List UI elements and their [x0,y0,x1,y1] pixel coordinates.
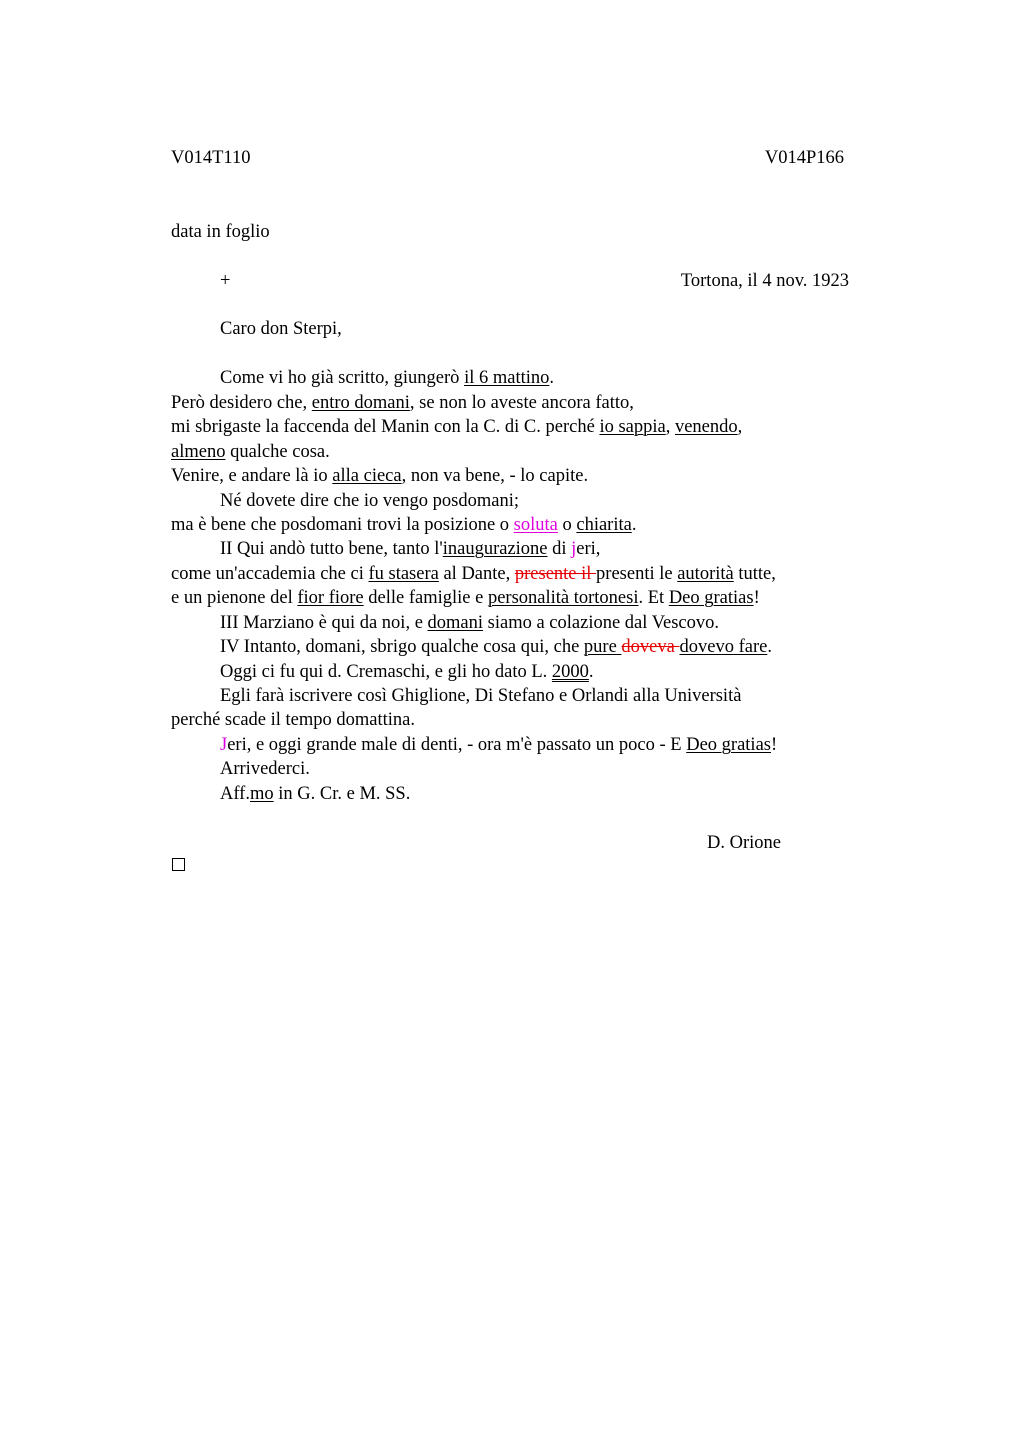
salutation: Caro don Sterpi, [220,319,342,339]
letter-line-1: Come vi ho già scritto, giungerò il 6 mattino. [220,368,554,388]
letter-line-6: Né dovete dire che io vengo posdomani; [220,491,519,511]
letter-line-9: come un'accademia che ci fu stasera al Dante, presente il presenti le autorità tutte, [171,564,776,584]
letter-line-16: Jeri, e oggi grande male di denti, - ora m'è passato un poco - E Deo gratias! [220,735,778,755]
insertion-text: soluta [513,515,558,535]
letter-line-11: III Marziano è qui da noi, e domani siamo a colazione dal Vescovo. [220,613,720,633]
letter-line-18: Aff.mo in G. Cr. e M. SS. [220,784,411,804]
insertion-text: J [220,735,228,755]
letter-line-2: Però desidero che, entro domani, se non lo aveste ancora fatto, [171,393,634,413]
letter-line-3: mi sbrigaste la faccenda del Manin con la C. di C. perché io sappia, venendo, [171,417,743,437]
letter-line-5: Venire, e andare là io alla cieca, non va bene, - lo capite. [171,466,589,486]
deleted-text: presente il [514,564,597,584]
letter-line-13: Oggi ci fu qui d. Cremaschi, e gli ho dato L. 2000. [220,662,594,682]
signature: D. Orione [707,833,781,853]
letter-line-17: Arrivederci. [220,759,310,779]
right-code: V014P166 [764,148,844,168]
left-code: V014T110 [171,148,251,168]
deleted-text: doveva [621,637,680,657]
letter-line-4: almeno qualche cosa. [171,442,330,462]
letter-line-15: perché scade il tempo domattina. [171,710,416,730]
letter-line-12: IV Intanto, domani, sbrigo qualche cosa qui, che pure doveva dovevo fare. [220,637,772,657]
end-marker-box [172,858,185,871]
place-date: Tortona, il 4 nov. 1923 [680,271,849,291]
insertion-text: j [571,539,577,559]
cross-mark: + [220,271,231,291]
letter-line-14: Egli farà iscrivere così Ghiglione, Di Stefano e Orlandi alla Università [220,686,742,706]
letter-line-7: ma è bene che posdomani trovi la posizione o soluta o chiarita. [171,515,637,535]
date-note: data in foglio [171,222,270,242]
letter-line-10: e un pienone del fior fiore delle famiglie e personalità tortonesi. Et Deo gratias! [171,588,760,608]
letter-line-8: II Qui andò tutto bene, tanto l'inaugurazione di jeri, [220,539,601,559]
